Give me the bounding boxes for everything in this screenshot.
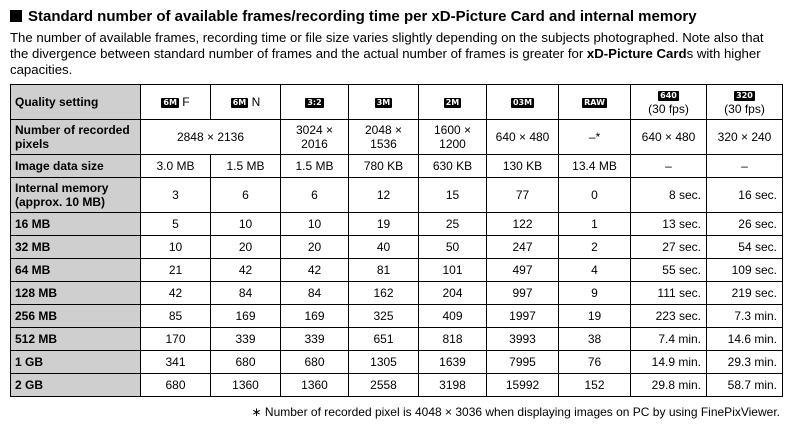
3-2-quality-icon: 3:2 <box>307 98 322 107</box>
table-cell: 152 <box>559 374 631 397</box>
03m-quality-icon: 03M <box>512 98 533 107</box>
table-cell: – <box>631 155 707 178</box>
table-row <box>11 351 783 374</box>
table-cell: 2848 × 2136 <box>141 120 281 155</box>
header-text: N <box>251 95 261 109</box>
table-cell: 204 <box>419 282 487 305</box>
capacity-label: 128 MB <box>11 282 141 305</box>
table-cell: 1 <box>559 213 631 236</box>
table-row <box>11 305 783 328</box>
capacity-rows <box>11 213 783 397</box>
table-cell: 50 <box>419 236 487 259</box>
table-cell: 7.4 min. <box>631 328 707 351</box>
header-text: (30 fps) <box>648 102 689 116</box>
table-cell: 84 <box>281 282 349 305</box>
table-cell: 4 <box>559 259 631 282</box>
cell-line: 3024 × <box>295 123 334 137</box>
table-row <box>11 236 783 259</box>
table-cell: 38 <box>559 328 631 351</box>
table-cell: 10 <box>211 213 281 236</box>
internal-memory-row <box>11 178 783 213</box>
table-cell: 109 sec. <box>707 259 783 282</box>
table-cell: 20 <box>211 236 281 259</box>
heading-suffix: and internal memory <box>544 8 697 25</box>
table-cell: 2558 <box>349 374 419 397</box>
label-line: pixels <box>15 137 50 151</box>
table-cell: 19 <box>559 305 631 328</box>
table-cell <box>281 120 349 155</box>
table-cell: 14.6 min. <box>707 328 783 351</box>
cell-line: 1200 <box>439 137 466 151</box>
intro-bold-term: xD-Picture Card <box>586 46 687 61</box>
table-cell: 12 <box>349 178 419 213</box>
table-cell: 9 <box>559 282 631 305</box>
640-movie-icon: 640 <box>660 91 677 100</box>
table-cell: 111 sec. <box>631 282 707 305</box>
table-cell: 26 sec. <box>707 213 783 236</box>
table-cell: 29.8 min. <box>631 374 707 397</box>
table-cell: 10 <box>141 236 211 259</box>
capacity-label: 1 GB <box>11 351 141 374</box>
table-cell: 497 <box>487 259 559 282</box>
table-cell: 223 sec. <box>631 305 707 328</box>
table-cell: 19 <box>349 213 419 236</box>
image-data-size-label: Image data size <box>11 155 141 178</box>
label-line: Number of recorded <box>15 123 130 137</box>
table-cell: 680 <box>141 374 211 397</box>
recorded-pixels-label <box>11 120 141 155</box>
table-cell: 6 <box>281 178 349 213</box>
320-movie-icon: 320 <box>736 91 753 100</box>
table-cell: 170 <box>141 328 211 351</box>
table-cell <box>349 120 419 155</box>
table-cell: – <box>707 155 783 178</box>
table-cell: 58.7 min. <box>707 374 783 397</box>
table-cell: 54 sec. <box>707 236 783 259</box>
table-cell: 780 KB <box>349 155 419 178</box>
table-cell: 81 <box>349 259 419 282</box>
header-cell <box>559 85 631 120</box>
table-row <box>11 259 783 282</box>
table-cell: 320 × 240 <box>707 120 783 155</box>
table-cell <box>419 120 487 155</box>
table-cell: 84 <box>211 282 281 305</box>
table-cell: 3993 <box>487 328 559 351</box>
table-cell: 122 <box>487 213 559 236</box>
table-cell: 15992 <box>487 374 559 397</box>
table-cell: 42 <box>141 282 211 305</box>
table-cell: 25 <box>419 213 487 236</box>
table-cell: 3.0 MB <box>141 155 211 178</box>
table-cell: 339 <box>211 328 281 351</box>
table-cell: 219 sec. <box>707 282 783 305</box>
quality-header-row <box>11 85 783 120</box>
header-cell <box>419 85 487 120</box>
table-cell: 680 <box>211 351 281 374</box>
capacity-label: 512 MB <box>11 328 141 351</box>
header-cell <box>487 85 559 120</box>
table-cell: 640 × 480 <box>631 120 707 155</box>
6m-quality-icon: 6M <box>232 98 247 107</box>
cell-line: 1600 × <box>433 123 472 137</box>
capacity-label: 256 MB <box>11 305 141 328</box>
table-row <box>11 374 783 397</box>
table-cell: 27 sec. <box>631 236 707 259</box>
table-row <box>11 213 783 236</box>
table-cell: 997 <box>487 282 559 305</box>
label-line: Internal memory <box>15 181 109 195</box>
capacity-label: 16 MB <box>11 213 141 236</box>
table-cell: 13 sec. <box>631 213 707 236</box>
table-cell: 169 <box>211 305 281 328</box>
label-line: (approx. 10 MB) <box>15 195 106 209</box>
table-cell: 630 KB <box>419 155 487 178</box>
table-cell: 55 sec. <box>631 259 707 282</box>
table-cell: 42 <box>211 259 281 282</box>
table-row <box>11 328 783 351</box>
table-row <box>11 282 783 305</box>
table-cell: 42 <box>281 259 349 282</box>
header-cell <box>349 85 419 120</box>
recorded-pixels-row <box>11 120 783 155</box>
table-cell: 16 sec. <box>707 178 783 213</box>
table-cell: 13.4 MB <box>559 155 631 178</box>
table-cell: 409 <box>419 305 487 328</box>
table-cell: 3198 <box>419 374 487 397</box>
table-cell: 339 <box>281 328 349 351</box>
table-cell: 1360 <box>211 374 281 397</box>
internal-memory-label <box>11 178 141 213</box>
header-text: F <box>182 95 190 109</box>
frames-table <box>10 84 783 397</box>
table-cell: 341 <box>141 351 211 374</box>
table-cell: 2 <box>559 236 631 259</box>
quality-setting-label: Quality setting <box>11 85 141 120</box>
header-cell <box>141 85 211 120</box>
table-cell: 7995 <box>487 351 559 374</box>
table-cell: 1997 <box>487 305 559 328</box>
table-cell: 680 <box>281 351 349 374</box>
capacity-label: 32 MB <box>11 236 141 259</box>
cell-line: 2016 <box>301 137 328 151</box>
table-cell: 162 <box>349 282 419 305</box>
header-cell <box>211 85 281 120</box>
table-cell: 5 <box>141 213 211 236</box>
cell-line: 1536 <box>370 137 397 151</box>
6m-quality-icon: 6M <box>163 98 177 107</box>
header-text: (30 fps) <box>724 102 765 116</box>
table-cell: 130 KB <box>487 155 559 178</box>
intro-part2: s with higher capacities. <box>10 46 761 77</box>
header-cell <box>631 85 707 120</box>
table-cell: 7.3 min. <box>707 305 783 328</box>
table-cell: 1.5 MB <box>281 155 349 178</box>
table-cell: 1305 <box>349 351 419 374</box>
table-cell: 85 <box>141 305 211 328</box>
intro-paragraph <box>10 30 785 78</box>
table-cell: 77 <box>487 178 559 213</box>
section-heading <box>10 8 785 26</box>
table-cell: 1.5 MB <box>211 155 281 178</box>
footnote: ∗ Number of recorded pixel is 4048 × 3036 when displaying images on PC by using FinePixViewer. <box>251 405 780 419</box>
raw-quality-icon: RAW <box>584 98 605 107</box>
3m-quality-icon: 3M <box>376 98 391 107</box>
heading-bullet-icon <box>10 10 22 22</box>
table-cell: 15 <box>419 178 487 213</box>
table-cell: 640 × 480 <box>487 120 559 155</box>
intro-part1: The number of available frames, recording time or file size varies slightly depending on the subjects photographed. Note also that the divergence between standard number of frames and the actual number of frames is greater for <box>10 30 764 61</box>
table-cell: 76 <box>559 351 631 374</box>
2m-quality-icon: 2M <box>445 98 460 107</box>
cell-line: 2048 × <box>364 123 403 137</box>
capacity-label: 64 MB <box>11 259 141 282</box>
table-cell: 0 <box>559 178 631 213</box>
table-cell: 20 <box>281 236 349 259</box>
capacity-label: 2 GB <box>11 374 141 397</box>
table-cell: 8 sec. <box>631 178 707 213</box>
header-cell <box>707 85 783 120</box>
table-cell: 29.3 min. <box>707 351 783 374</box>
table-cell: 325 <box>349 305 419 328</box>
table-cell: –* <box>559 120 631 155</box>
table-cell: 101 <box>419 259 487 282</box>
table-cell: 818 <box>419 328 487 351</box>
table-cell: 651 <box>349 328 419 351</box>
image-data-size-row <box>11 155 783 178</box>
table-cell: 40 <box>349 236 419 259</box>
heading-bold-term: xD-Picture Card <box>431 8 545 25</box>
table-cell: 169 <box>281 305 349 328</box>
table-cell: 21 <box>141 259 211 282</box>
table-cell: 3 <box>141 178 211 213</box>
heading-prefix: Standard number of available frames/recording time per <box>28 8 432 25</box>
table-cell: 14.9 min. <box>631 351 707 374</box>
table-cell: 1360 <box>281 374 349 397</box>
table-cell: 247 <box>487 236 559 259</box>
table-cell: 1639 <box>419 351 487 374</box>
table-cell: 10 <box>281 213 349 236</box>
table-cell: 6 <box>211 178 281 213</box>
header-cell <box>281 85 349 120</box>
